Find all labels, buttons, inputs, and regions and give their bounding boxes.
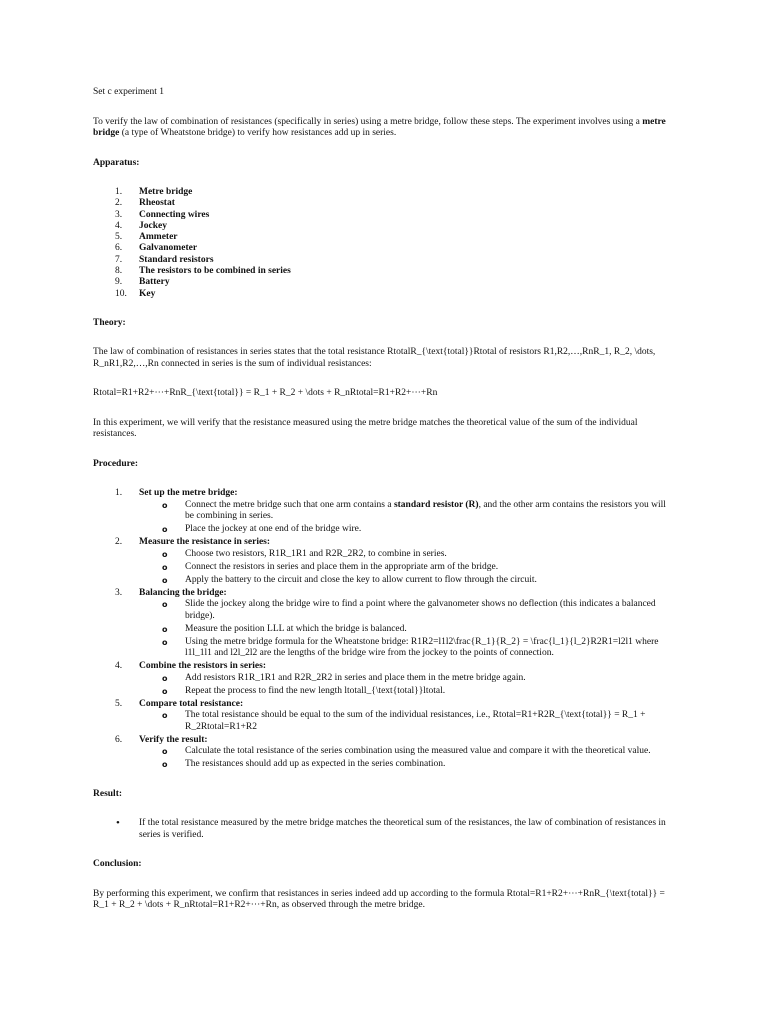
list-number: 7.: [115, 254, 123, 265]
step-title: Measure the resistance in series:: [139, 537, 271, 548]
procedure-heading: Procedure:: [93, 458, 139, 469]
step-substeps: [139, 673, 673, 698]
step-substeps: [139, 549, 673, 587]
step-number: 4.: [115, 661, 123, 672]
substep-item: [139, 637, 673, 660]
list-number: 4.: [115, 220, 123, 231]
apparatus-item: [93, 187, 673, 198]
step-title: Verify the result:: [139, 734, 208, 745]
bullet-o-icon: o: [162, 637, 168, 647]
apparatus-heading: Apparatus:: [93, 157, 140, 168]
bullet-o-icon: o: [162, 624, 168, 634]
conclusion-heading: Conclusion:: [93, 859, 142, 870]
apparatus-list: [93, 187, 673, 300]
apparatus-label: Galvanometer: [139, 243, 198, 254]
substep-item: [139, 673, 673, 685]
step-number: 1.: [115, 488, 123, 499]
apparatus-item: [93, 198, 673, 209]
procedure-step: [93, 588, 673, 660]
document-header: Set c experiment 1: [93, 87, 164, 97]
substep-item: [139, 562, 673, 574]
intro-text-1: To verify the law of combination of resistances (specifically in series) using a metre bridge, follow these steps. The experiment involves using a: [93, 116, 643, 127]
procedure-step: [93, 699, 673, 734]
list-number: 3.: [115, 209, 123, 220]
list-number: 2.: [115, 198, 123, 209]
apparatus-item: [93, 243, 673, 254]
intro-paragraph: [93, 117, 673, 140]
substep-item: [139, 524, 673, 536]
step-title: Balancing the bridge:: [139, 587, 227, 598]
result-list: [93, 818, 673, 841]
substep-item: [139, 575, 673, 587]
substep-item: [139, 599, 673, 622]
bullet-o-icon: o: [162, 600, 168, 610]
substep-item: [139, 710, 673, 733]
step-title: Compare total resistance:: [139, 698, 244, 709]
substep-item: [139, 500, 673, 523]
substep-text: Repeat the process to find the new length ltotall_{\text{total}}ltotal.: [185, 685, 446, 696]
list-number: 5.: [115, 232, 123, 243]
procedure-step: [93, 537, 673, 586]
substep-text: Place the jockey at one end of the bridge wire.: [185, 524, 362, 535]
intro-text-2: (a type of Wheatstone bridge) to verify how resistances add up in series.: [119, 128, 397, 138]
bullet-o-icon: o: [162, 686, 168, 696]
step-number: 6.: [115, 734, 123, 745]
result-item: [93, 818, 673, 841]
substep-text: Using the metre bridge formula for the Wheatstone bridge: R1R2=l1l2\frac{R_1}{R_2} = \frac{l_1}{l_2}R2R1=l2l1 where l1l_1l1 and l2l_2l2 are the lengths of the bridge wire from the jockey to the points of connection.: [185, 636, 659, 659]
bullet-o-icon: o: [162, 500, 168, 510]
step-substeps: [139, 500, 673, 536]
step-substeps: [139, 710, 673, 733]
substep-bold: standard resistor (R): [393, 499, 479, 510]
substep-text: Connect the metre bridge such that one arm contains a: [185, 499, 394, 510]
intro-bold: metre bridge: [93, 116, 666, 138]
apparatus-item: [93, 255, 673, 266]
substep-text: Slide the jockey along the bridge wire to find a point where the galvanometer shows no deflection (this indicates a balanced bridge).: [185, 599, 656, 621]
substep-text: Calculate the total resistance of the series combination using the measured value and compare it with the theoretical value.: [185, 746, 651, 757]
list-number: 8.: [115, 266, 123, 277]
bullet-o-icon: o: [162, 711, 168, 721]
step-title: Set up the metre bridge:: [139, 488, 238, 499]
substep-item: [139, 549, 673, 561]
result-text: If the total resistance measured by the metre bridge matches the theoretical sum of the resistances, the law of combination of resistances in series is verified.: [139, 818, 666, 840]
bullet-o-icon: o: [162, 760, 168, 770]
bullet-o-icon: o: [162, 525, 168, 535]
substep-text: The resistances should add up as expected in the series combination.: [185, 759, 446, 770]
apparatus-label: Jockey: [139, 220, 167, 231]
apparatus-label: Metre bridge: [139, 187, 193, 197]
theory-formula: Rtotal=R1+R2+⋯+RnR_{\text{total}} = R_1 + R_2 + \dots + R_nRtotal=R1+R2+⋯+Rn: [93, 388, 438, 399]
substep-item: [139, 759, 673, 771]
apparatus-label: Key: [139, 288, 156, 299]
substep-text: Apply the battery to the circuit and close the key to allow current to flow through the circuit.: [185, 574, 537, 585]
apparatus-label: Battery: [139, 277, 170, 288]
apparatus-label: Ammeter: [139, 232, 178, 243]
bullet-o-icon: o: [162, 747, 168, 757]
apparatus-label: Connecting wires: [139, 209, 210, 220]
procedure-step: [93, 661, 673, 697]
apparatus-item: [93, 232, 673, 243]
apparatus-item: [93, 210, 673, 221]
bullet-o-icon: o: [162, 562, 168, 572]
procedure-step: [93, 488, 673, 536]
bullet-o-icon: o: [162, 673, 168, 683]
list-number: 10.: [115, 288, 127, 299]
apparatus-item: [93, 221, 673, 232]
step-number: 5.: [115, 698, 123, 709]
apparatus-label: The resistors to be combined in series: [139, 266, 291, 277]
step-number: 2.: [115, 537, 123, 548]
apparatus-label: Standard resistors: [139, 254, 214, 265]
bullet-o-icon: o: [162, 549, 168, 559]
substep-text: Connect the resistors in series and place them in the appropriate arm of the bridge.: [185, 561, 499, 572]
substep-text: The total resistance should be equal to the sum of the individual resistances, i.e., Rtotal=R1+R2R_{\text{total}} = R_1 + R_2Rtotal=R1+R2: [185, 710, 646, 732]
conclusion-paragraph: By performing this experiment, we confirm that resistances in series indeed add up according to the formula Rtotal=R1+R2+⋯+RnR_{\text{total}} = R_1 + R_2 + \dots + R_nRtotal=R1+R2+⋯+Rn, as observed through the metre bridge.: [93, 888, 665, 911]
substep-item: [139, 746, 673, 758]
theory-heading: Theory:: [93, 317, 126, 328]
apparatus-label: Rheostat: [139, 198, 175, 209]
list-number: 1.: [115, 187, 123, 197]
substep-text-end: , and the other arm contains the resistors you will be combining in series.: [185, 499, 666, 522]
substep-text: Measure the position LLL at which the bridge is balanced.: [185, 623, 407, 634]
apparatus-item: [93, 266, 673, 277]
apparatus-item: [93, 277, 673, 288]
apparatus-item: [93, 289, 673, 300]
theory-verify-paragraph: In this experiment, we will verify that the resistance measured using the metre bridge matches the theoretical value of the sum of the individual resistances.: [93, 417, 638, 440]
substep-item: [139, 686, 673, 698]
step-substeps: [139, 599, 673, 660]
result-heading: Result:: [93, 788, 123, 799]
list-number: 6.: [115, 243, 123, 254]
theory-paragraph: The law of combination of resistances in series states that the total resistance RtotalR_{\text{total}}Rtotal of resistors R1,R2,…,RnR_1, R_2, \dots, R_nR1,R2,…,Rn connected in series is the sum of individual resistances:: [93, 347, 656, 369]
substep-text: Choose two resistors, R1R_1R1 and R2R_2R2, to combine in series.: [185, 548, 447, 559]
substep-item: [139, 624, 673, 636]
step-title: Combine the resistors in series:: [139, 661, 267, 672]
procedure-list: [93, 488, 673, 771]
list-number: 9.: [115, 277, 123, 288]
bullet-o-icon: o: [162, 575, 168, 585]
step-number: 3.: [115, 587, 123, 598]
procedure-step: [93, 735, 673, 771]
substep-text: Add resistors R1R_1R1 and R2R_2R2 in series and place them in the metre bridge again.: [185, 672, 526, 683]
step-substeps: [139, 746, 673, 771]
document-page: [93, 87, 673, 912]
bullet-dot-icon: •: [116, 817, 120, 830]
